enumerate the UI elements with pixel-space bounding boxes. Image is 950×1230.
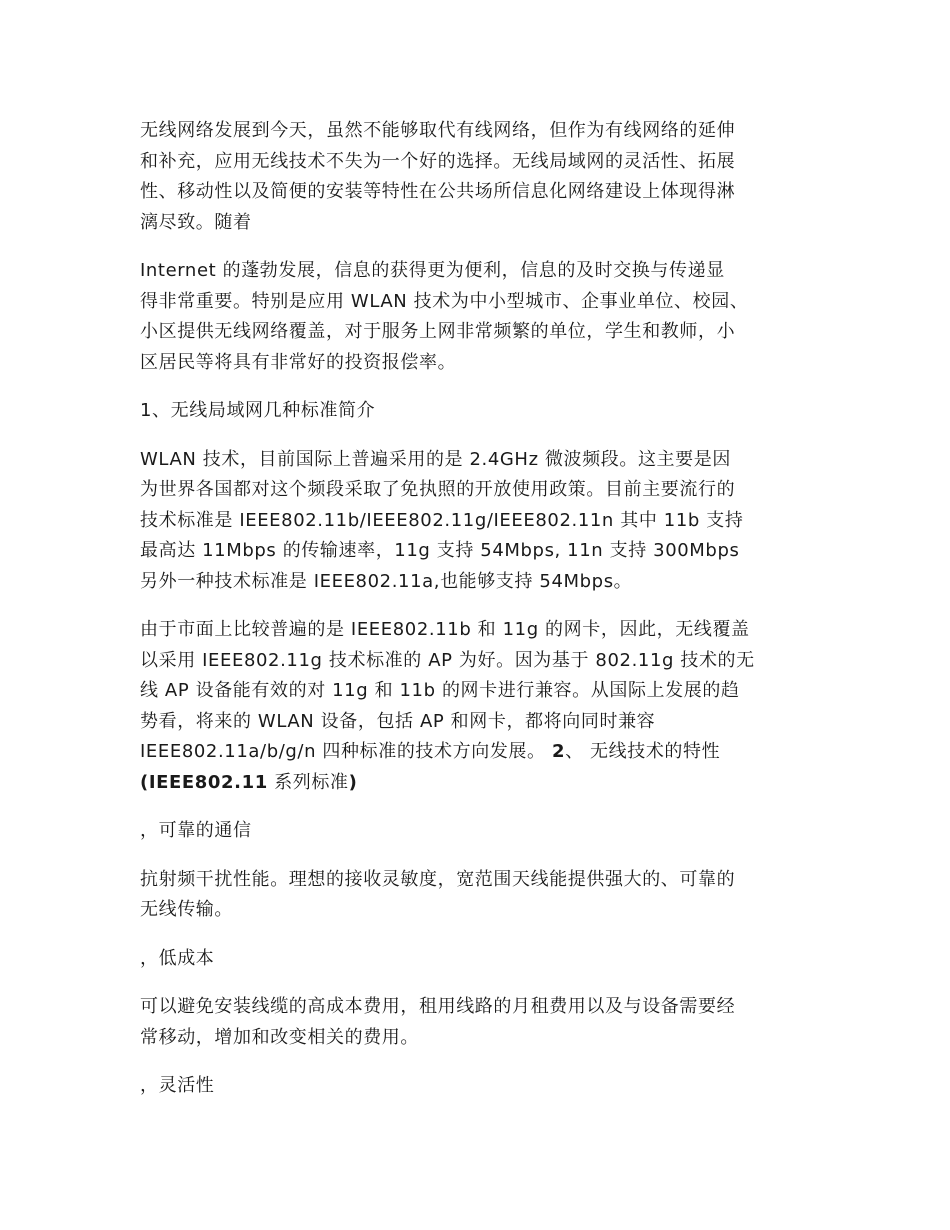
text-line: 由于市面上比较普遍的是 IEEE802.11b 和 11g 的网卡，因此，无线覆盖 [140,619,750,640]
section-heading-features: 无线技术的特性 [590,741,721,762]
text-line: 最高达 11Mbps 的传输速率，11g 支持 54Mbps, 11n 支持 300Mbps [140,540,740,561]
text-line: 常移动，增加和改变相关的费用。 [140,1026,419,1048]
text-line: 漓尽致。随着 [140,211,252,233]
paragraph-low-cost [140,992,812,1053]
text-line: 线 AP 设备能有效的对 11g 和 11b 的网卡进行兼容。从国际上发展的趋 [140,680,740,701]
text-line: 得非常重要。特别是应用 WLAN 技术为中小型城市、企事业单位、校园、 [140,290,749,312]
section-heading-standards [140,396,812,427]
text-segment: 、 [565,741,584,762]
text-segment: 系列标准 [274,771,349,793]
document-body [140,116,812,1120]
text-segment: IEEE802.11a/b/g/n 四种标准的技术方向发展。 [140,741,546,762]
text-line: 1、无线局域网几种标准简介 [140,400,376,421]
text-line: 另外一种技术标准是 IEEE802.11a,也能够支持 54Mbps。 [140,570,633,592]
subheading-low-cost [140,944,812,975]
subheading-reliable [140,816,812,847]
text-line: 小区提供无线网络覆盖，对于服务上网非常频繁的单位，学生和教师，小 [140,321,736,342]
text-line: 性、移动性以及简便的安装等特性在公共场所信息化网络建设上体现得淋 [140,181,736,202]
text-line: 势看，将来的 WLAN 设备，包括 AP 和网卡，都将向同时兼容 [140,710,656,732]
paragraph-internet [140,256,812,378]
text-line: WLAN 技术，目前国际上普遍采用的是 2.4GHz 微波频段。这主要是因 [140,448,731,470]
text-line: 可以避免安装线缆的高成本费用，租用线路的月租费用以及与设备需要经 [140,996,736,1017]
text-line: 为世界各国都对这个频段采取了免执照的开放使用政策。目前主要流行的 [140,479,736,500]
text-line: ，灵活性 [140,1075,215,1096]
text-segment-bold: (IEEE802.11 [140,771,268,793]
text-line: 无线网络发展到今天，虽然不能够取代有线网络，但作为有线网络的延伸 [140,120,736,141]
paragraph-market [140,615,812,798]
text-line: ，低成本 [140,947,215,969]
text-segment-bold: ) [348,771,358,793]
text-line: 无线传输。 [140,899,233,920]
subheading-flexibility [140,1071,812,1102]
text-line: 区居民等将具有非常好的投资报偿率。 [140,351,457,373]
text-line-mixed [140,768,812,799]
paragraph-wlan-standards [140,445,812,598]
text-line: 抗射频干扰性能。理想的接收灵敏度，宽范围天线能提供强大的、可靠的 [140,868,736,890]
text-line: Internet 的蓬勃发展，信息的获得更为便利，信息的及时交换与传递显 [140,260,725,281]
text-line: 技术标准是 IEEE802.11b/IEEE802.11g/IEEE802.11n 其中 11b 支持 [140,509,744,531]
text-line: 和补充，应用无线技术不失为一个好的选择。无线局域网的灵活性、拓展 [140,150,736,172]
paragraph-intro [140,116,812,238]
text-line-mixed [140,737,812,768]
text-line: 以采用 IEEE802.11g 技术标准的 AP 为好。因为基于 802.11g 技术的无 [140,649,755,671]
section-number: 2 [551,741,566,762]
paragraph-reliable [140,865,812,926]
text-line: ，可靠的通信 [140,820,252,841]
